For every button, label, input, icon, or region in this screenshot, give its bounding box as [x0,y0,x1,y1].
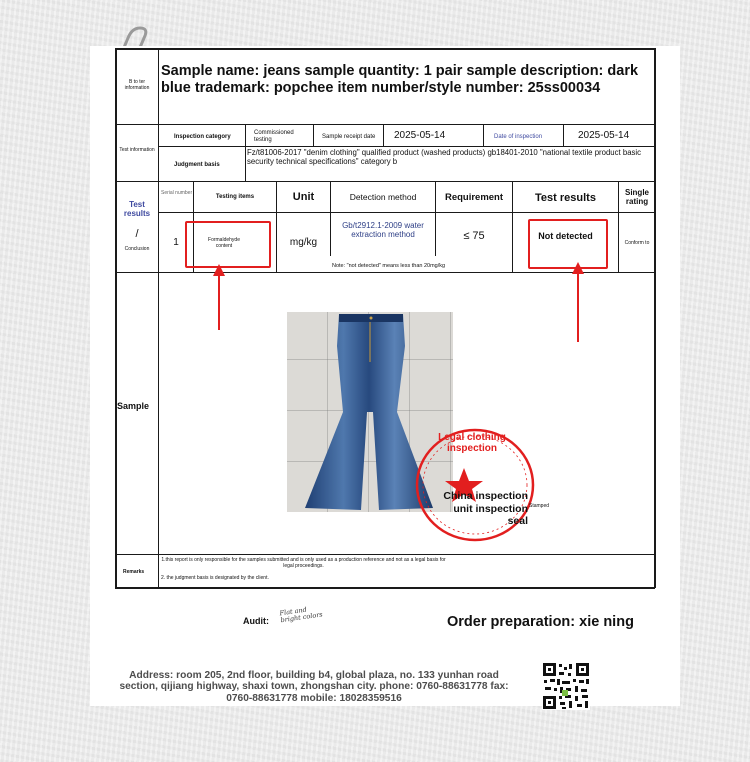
unit-value: mg/kg [289,237,318,248]
remark-line-2: 2. the judgment basis is designated by the client. [161,575,269,581]
remark-line-1: 1.this report is only responsible for the samples submitted and is only used as a production reference and not as a legal basis for legal proceedings. [161,557,446,569]
detection-method-header: Detection method [349,192,417,202]
inspection-category-value: Commissioned testing [254,130,294,143]
right-arrow-up-icon [572,262,584,274]
sample-receipt-date-value: 2025-05-14 [394,130,446,141]
judgment-basis-value: Fz/t81006-2017 "denim clothing" qualified product (washed products) gb18401-2010 "national textile product basic security technical specifications" category b [247,148,642,166]
report-sheet [90,46,680,706]
test-result-value: Not detected [538,231,593,241]
order-preparation: Order preparation: xie ning [447,614,634,630]
sample-label: Sample [117,401,150,411]
test-results-label: Test results [123,200,151,218]
date-of-inspection-value: 2025-05-14 [578,130,630,141]
stamped-label: Stamped [529,503,550,509]
company-address: Address: room 205, 2nd floor, building b4, global plaza, no. 133 yunhan road section, qijiang highway, shaxi town, zhongshan city. phone: 0760-88631778 fax: 0760-88631778 mobile: 18028359516 [119,670,509,704]
side-label: B to ter information [124,79,150,91]
testing-items-header: Testing items [215,194,255,200]
requirement-header: Requirement [444,192,504,203]
remarks-label: Remarks [123,569,145,575]
results-note: Note: "not detected" means less than 20mg/kg [332,263,446,269]
conclusion-label: Conclusion [124,246,150,252]
stamp-bottom-text: China inspection unit inspection seal [443,490,528,528]
right-arrow-line [577,272,579,342]
judgment-basis-label: Judgment basis [174,162,220,168]
requirement-value: ≤ 75 [463,230,485,242]
single-rating-value: Conform to [624,240,650,246]
serial-header: Serial number [161,190,193,196]
slash-mark: / [135,228,139,240]
report-title: Sample name: jeans sample quantity: 1 pair sample description: dark blue trademark: popchee item number/style number: 25ss00034 [161,63,639,97]
audit-label: Audit: [243,616,269,626]
date-of-inspection-label: Date of inspection [494,134,543,140]
unit-header: Unit [292,191,315,203]
inspection-category-label: Inspection category [174,134,231,140]
left-arrow-line [218,272,220,330]
qr-code-icon [542,662,590,710]
left-arrow-up-icon [213,264,225,276]
stamp-top-text: Legal clothing inspection [438,432,506,454]
audit-signature: Flat and bright colors [279,605,324,625]
result-highlight-box [528,219,608,269]
single-rating-header: Single rating [624,188,649,206]
formaldehyde-highlight-box [185,221,271,268]
testing-item-value: Formaldehyde content [208,237,240,249]
test-information-label: Test information [119,147,155,153]
detection-method-value: Gb/t2912.1-2009 water extraction method [342,221,424,239]
serial-value: 1 [173,237,179,248]
sample-receipt-date-label: Sample receipt date [322,134,376,140]
test-results-header: Test results [535,192,596,204]
